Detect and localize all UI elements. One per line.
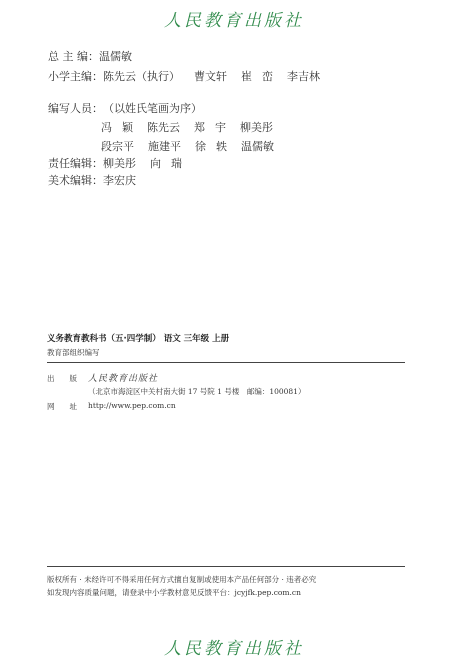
responsible-editor-name: 柳美彤 bbox=[103, 157, 136, 170]
website-link[interactable]: http://www.pep.com.cn bbox=[88, 401, 176, 410]
primary-editor-name: 曹文轩 bbox=[194, 70, 227, 83]
responsible-editor-label: 责任编辑： bbox=[48, 157, 103, 170]
writers-label: 编写人员： bbox=[48, 102, 103, 115]
writer-name: 段宗平 bbox=[101, 140, 134, 153]
top-publisher-logo: 人民教育出版社 bbox=[164, 11, 304, 31]
writers-list-row-1 bbox=[101, 119, 279, 135]
publisher-address: （北京市海淀区中关村南大街 17 号院 1 号楼 邮编：100081） bbox=[88, 387, 306, 396]
website-label: 网 址 bbox=[47, 402, 77, 411]
writer-name: 轶 bbox=[216, 140, 227, 153]
feedback-notice: 如发现内容质量问题，请登录中小学教材意见反馈平台：jcyjfk.pep.com.cn bbox=[47, 588, 301, 597]
writer-name: 郑 bbox=[194, 121, 205, 134]
responsible-editor-name: 瑞 bbox=[171, 157, 182, 170]
chief-editor-name: 温儒敏 bbox=[99, 50, 132, 63]
responsible-editor-row bbox=[48, 155, 188, 171]
responsible-editor-name: 向 bbox=[150, 157, 161, 170]
publisher-logo-small: 人民教育出版社 bbox=[88, 374, 159, 384]
primary-editor-name: 陈先云（执行） bbox=[103, 70, 180, 83]
chief-editor-row bbox=[48, 48, 138, 64]
publisher-label: 出 版 bbox=[47, 374, 77, 383]
writer-name: 宇 bbox=[215, 121, 226, 134]
writer-name: 施建平 bbox=[148, 140, 181, 153]
divider-rule-bottom bbox=[47, 566, 405, 567]
primary-editor-label: 小学主编： bbox=[48, 70, 103, 83]
chief-editor-label: 总 主 编： bbox=[48, 50, 99, 63]
primary-editor-row bbox=[48, 68, 326, 84]
art-editor-label: 美术编辑： bbox=[48, 174, 103, 187]
compiled-by: 教育部组织编写 bbox=[47, 348, 100, 357]
writer-name: 冯 bbox=[101, 121, 112, 134]
writer-name: 温儒敏 bbox=[241, 140, 274, 153]
writer-name: 颖 bbox=[122, 121, 133, 134]
writer-name: 徐 bbox=[195, 140, 206, 153]
writer-name: 陈先云 bbox=[147, 121, 180, 134]
primary-editor-name: 崔 bbox=[241, 70, 252, 83]
copyright-notice: 版权所有 · 未经许可不得采用任何方式擅自复制或使用本产品任何部分 · 违者必究 bbox=[47, 575, 317, 584]
writer-name: 柳美彤 bbox=[240, 121, 273, 134]
writers-row bbox=[48, 100, 208, 116]
book-title: 义务教育教科书（五·四学制） 语文 三年级 上册 bbox=[47, 334, 230, 344]
credits-block bbox=[48, 48, 408, 188]
primary-editor-name: 李吉林 bbox=[287, 70, 320, 83]
divider-rule-top bbox=[47, 362, 405, 363]
art-editor-name: 李宏庆 bbox=[103, 174, 136, 187]
bottom-publisher-logo: 人民教育出版社 bbox=[164, 639, 304, 659]
writers-list-row-2 bbox=[101, 138, 280, 154]
primary-editor-name: 峦 bbox=[262, 70, 273, 83]
writers-note: （以姓氏笔画为序） bbox=[103, 102, 202, 115]
art-editor-row bbox=[48, 172, 142, 188]
